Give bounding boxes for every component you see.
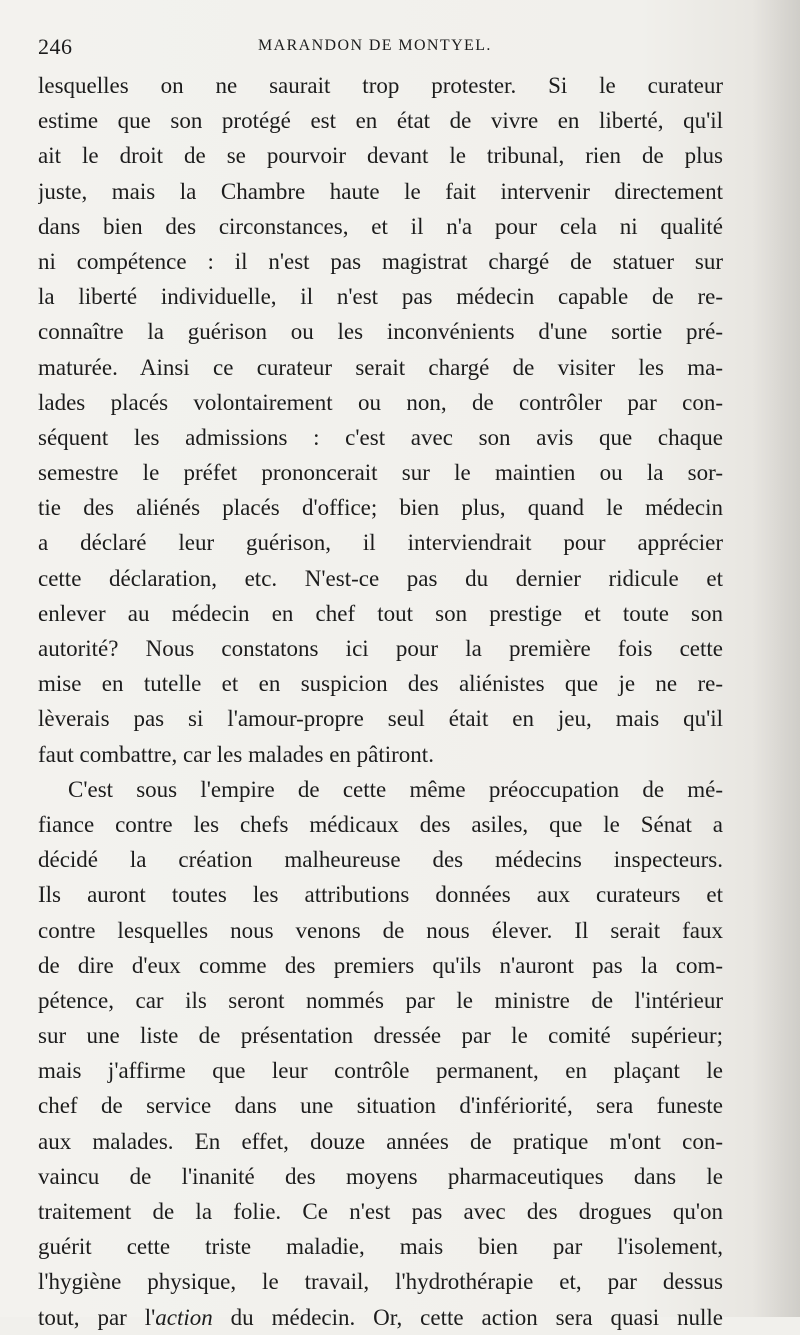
text-line: traitement de la folie. Ce n'est pas avec des drogues qu'on	[38, 1199, 723, 1224]
text-line: aux malades. En effet, douze années de pratique m'ont con-	[38, 1128, 723, 1154]
text-line: a déclaré leur guérison, il interviendrait pour apprécier	[38, 530, 723, 556]
text-line: estime que son protégé est en état de vivre en liberté, qu'il	[38, 108, 723, 134]
text-line: vaincu de l'inanité des moyens pharmaceutiques dans le	[38, 1163, 723, 1189]
text-line: pétence, car ils seront nommés par le ministre de l'intérieur	[38, 987, 723, 1013]
text-line: contre lesquelles nous venons de nous élever. Il serait faux	[38, 917, 723, 943]
text-line: lades placés volontairement ou non, de contrôler par con-	[38, 389, 723, 415]
text-line: lesquelles on ne saurait trop protester. Si le curateur	[38, 73, 723, 98]
text-line: séquent les admissions : c'est avec son avis que chaque	[38, 424, 723, 450]
text-line: lèverais pas si l'amour-propre seul était en jeu, mais qu'il	[38, 706, 723, 732]
text-line: mais j'affirme que leur contrôle permanent, en plaçant le	[38, 1058, 723, 1084]
text-line: tie des aliénés placés d'office; bien plus, quand le médecin	[38, 495, 723, 521]
text-line: mise en tutelle et en suspicion des aliénistes que je ne re-	[38, 671, 723, 697]
running-head: MARANDON DE MONTYEL.	[258, 37, 492, 54]
text-line: la liberté individuelle, il n'est pas médecin capable de re-	[38, 284, 723, 310]
page-header	[38, 34, 723, 60]
page-number: 246	[38, 34, 73, 59]
text-line: maturée. Ainsi ce curateur serait chargé de visiter les ma-	[38, 354, 723, 380]
text-line: fiance contre les chefs médicaux des asiles, que le Sénat a	[38, 811, 723, 837]
text-line: guérit cette triste maladie, mais bien par l'isolement,	[38, 1234, 723, 1260]
text-line: chef de service dans une situation d'infériorité, sera funeste	[38, 1093, 723, 1119]
text-line: ait le droit de se pourvoir devant le tribunal, rien de plus	[38, 143, 723, 169]
text-line: dans bien des circonstances, et il n'a pour cela ni qualité	[38, 213, 723, 239]
text-line: juste, mais la Chambre haute le fait intervenir directement	[38, 178, 723, 204]
text-line: Ils auront toutes les attributions données aux curateurs et	[38, 882, 723, 908]
text-line: décidé la création malheureuse des médecins inspecteurs.	[38, 847, 723, 873]
text-line: sur une liste de présentation dressée par le comité supérieur;	[38, 1023, 723, 1049]
text-line: semestre le préfet prononcerait sur le maintien ou la sor-	[38, 460, 723, 486]
text-line: ni compétence : il n'est pas magistrat chargé de statuer sur	[38, 248, 723, 274]
text-line: C'est sous l'empire de cette même préoccupation de mé-	[68, 776, 723, 802]
text-line: tout, par l'action du médecin. Or, cette action sera quasi nulle	[38, 1304, 723, 1330]
text-line: l'hygiène physique, le travail, l'hydrothérapie et, par dessus	[38, 1269, 723, 1295]
text-line: faut combattre, car les malades en pâtiront.	[38, 741, 434, 767]
text-line: connaître la guérison ou les inconvénients d'une sortie pré-	[38, 319, 723, 345]
body-text	[38, 68, 723, 1335]
text-line: cette déclaration, etc. N'est-ce pas du dernier ridicule et	[38, 565, 723, 591]
text-line: autorité? Nous constatons ici pour la première fois cette	[38, 636, 723, 661]
text-line: enlever au médecin en chef tout son prestige et toute son	[38, 600, 723, 626]
text-line: de dire d'eux comme des premiers qu'ils n'auront pas la com-	[38, 952, 723, 978]
